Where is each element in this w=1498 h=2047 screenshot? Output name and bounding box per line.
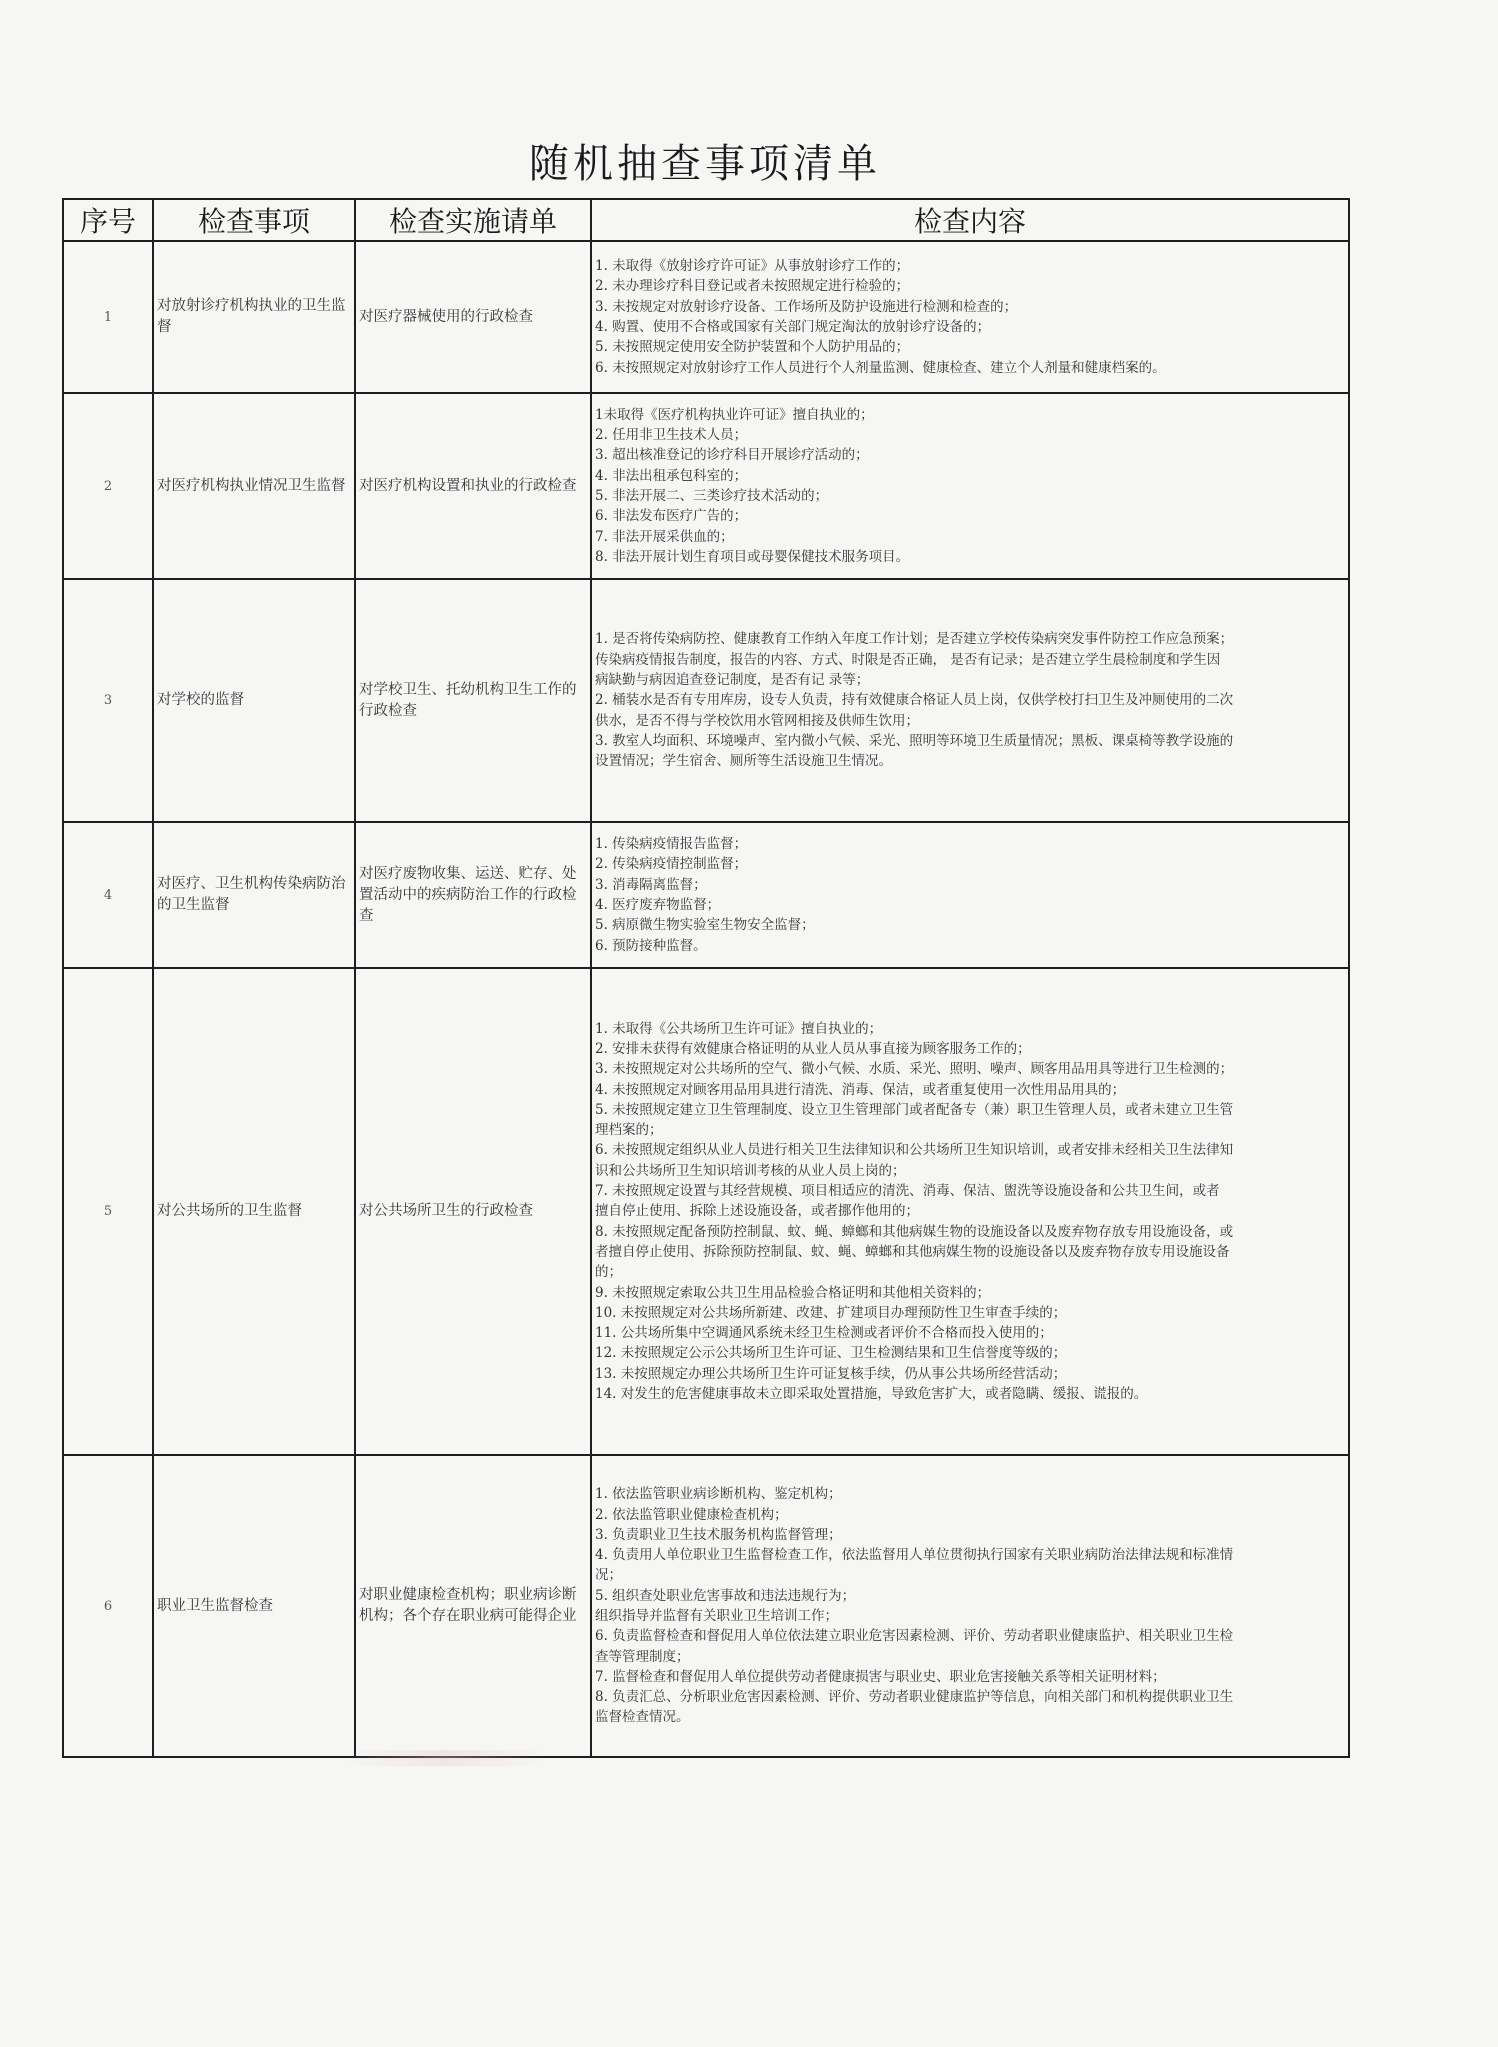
content-line: 1. 未取得《公共场所卫生许可证》擅自执业的； bbox=[595, 1020, 883, 1037]
table-row bbox=[63, 822, 1349, 968]
content-line: 2. 未办理诊疗科目登记或者未按照规定进行检验的； bbox=[595, 278, 910, 295]
content-line: 6. 负责监督检查和督促用人单位依法建立职业危害因素检测、评价、劳动者职业健康监护、相关职业卫生检 bbox=[595, 1628, 1234, 1645]
inspection-item: 职业卫生监督检查 bbox=[153, 1455, 355, 1757]
table-row bbox=[63, 968, 1349, 1455]
content-line: 2. 任用非卫生技术人员； bbox=[595, 427, 748, 444]
row-number: 1 bbox=[63, 241, 153, 393]
content-line: 5. 未按照规定建立卫生管理制度、设立卫生管理部门或者配备专（兼）职卫生管理人员，或者未建立卫生管 bbox=[595, 1101, 1234, 1118]
content-line: 2. 传染病疫情控制监督； bbox=[595, 856, 748, 873]
content-line: 3. 消毒隔离监督； bbox=[595, 876, 707, 893]
content-line: 识和公共场所卫生知识培训考核的从业人员上岗的； bbox=[595, 1162, 906, 1179]
content-line: 6. 未按照规定组织从业人员进行相关卫生法律知识和公共场所卫生知识培训，或者安排未经相关卫生法律知 bbox=[595, 1142, 1234, 1159]
row-number: 2 bbox=[63, 393, 153, 579]
content-line: 9. 未按照规定索取公共卫生用品检验合格证明和其他相关资料的； bbox=[595, 1284, 991, 1301]
content-line: 11. 公共场所集中空调通风系统未经卫生检测或者评价不合格而投入使用的； bbox=[595, 1325, 1053, 1342]
content-line: 2. 依法监管职业健康检查机构； bbox=[595, 1506, 788, 1523]
content-line: 10. 未按照规定对公共场所新建、改建、扩建项目办理预防性卫生审查手续的； bbox=[595, 1304, 1067, 1321]
implementation-list: 对公共场所卫生的行政检查 bbox=[355, 968, 591, 1455]
content-line: 4. 非法出租承包科室的； bbox=[595, 467, 748, 484]
content-line: 1. 未取得《放射诊疗许可证》从事放射诊疗工作的； bbox=[595, 258, 910, 275]
content-line: 理档案的； bbox=[595, 1122, 663, 1139]
implementation-list: 对学校卫生、托幼机构卫生工作的行政检查 bbox=[355, 579, 591, 822]
faint-stamp-mark bbox=[345, 1750, 545, 1766]
header-impl: 检查实施请单 bbox=[355, 199, 591, 241]
inspection-item: 对医疗机构执业情况卫生监督 bbox=[153, 393, 355, 579]
content-line: 组织指导并监督有关职业卫生培训工作； bbox=[595, 1608, 838, 1624]
content-line: 况； bbox=[595, 1567, 622, 1584]
content-line: 3. 教室人均面积、环境噪声、室内微小气候、采光、照明等环境卫生质量情况；黑板、课桌椅等教学设施的 bbox=[595, 732, 1234, 749]
implementation-list: 对职业健康检查机构；职业病诊断机构；各个存在职业病可能得企业 bbox=[355, 1455, 591, 1757]
header-item: 检查事项 bbox=[153, 199, 355, 241]
content-line: 1. 传染病疫情报告监督； bbox=[595, 836, 748, 853]
content-line: 4. 未按照规定对顾客用品用具进行清洗、消毒、保洁，或者重复使用一次性用品用具的； bbox=[595, 1081, 1126, 1098]
implementation-list: 对医疗废物收集、运送、贮存、处置活动中的疾病防治工作的行政检查 bbox=[355, 822, 591, 968]
row-number: 5 bbox=[63, 968, 153, 1455]
content-line: 传染病疫情报告制度，报告的内容、方式、时限是否正确， 是否有记录；是否建立学生晨检制度和学生因 bbox=[595, 651, 1221, 668]
content-line: 3. 未按照规定对公共场所的空气、微小气候、水质、采光、照明、噪声、顾客用品用具等进行卫生检测的； bbox=[595, 1061, 1234, 1078]
inspection-content bbox=[591, 579, 1349, 822]
table-row bbox=[63, 241, 1349, 393]
inspection-content bbox=[591, 393, 1349, 579]
content-line: 擅自停止使用、拆除上述设施设备，或者挪作他用的； bbox=[595, 1203, 919, 1220]
content-line: 5. 组织查处职业危害事故和违法违规行为； bbox=[595, 1587, 856, 1604]
content-line: 1未取得《医疗机构执业许可证》擅自执业的； bbox=[595, 406, 874, 423]
content-line: 2. 安排未获得有效健康合格证明的从业人员从事直接为顾客服务工作的； bbox=[595, 1040, 1031, 1057]
content-line: 的； bbox=[595, 1264, 622, 1281]
content-line: 监督检查情况。 bbox=[595, 1709, 690, 1726]
inspection-table bbox=[62, 198, 1350, 1758]
implementation-list: 对医疗机构设置和执业的行政检查 bbox=[355, 393, 591, 579]
content-line: 7. 未按照规定设置与其经营规模、项目相适应的清洗、消毒、保洁、盥洗等设施设备和公共卫生间，或者 bbox=[595, 1183, 1220, 1200]
table-row bbox=[63, 1455, 1349, 1757]
content-line: 12. 未按照规定公示公共场所卫生许可证、卫生检测结果和卫生信誉度等级的； bbox=[595, 1345, 1067, 1362]
content-line: 供水，是否不得与学校饮用水管网相接及供师生饮用； bbox=[595, 712, 919, 729]
content-line: 5. 病原微生物实验室生物安全监督； bbox=[595, 917, 815, 934]
row-number: 6 bbox=[63, 1455, 153, 1757]
content-line: 者擅自停止使用、拆除预防控制鼠、蚊、蝇、蟑螂和其他病媒生物的设施设备以及废弃物存放专用设施设备 bbox=[595, 1243, 1230, 1260]
inspection-content bbox=[591, 968, 1349, 1455]
content-line: 1. 是否将传染病防控、健康教育工作纳入年度工作计划；是否建立学校传染病突发事件防控工作应急预案； bbox=[595, 631, 1234, 648]
inspection-item: 对公共场所的卫生监督 bbox=[153, 968, 355, 1455]
content-line: 5. 非法开展二、三类诊疗技术活动的； bbox=[595, 488, 829, 504]
content-line: 3. 未按规定对放射诊疗设备、工作场所及防护设施进行检测和检查的； bbox=[595, 298, 1018, 315]
row-number: 3 bbox=[63, 579, 153, 822]
inspection-item: 对学校的监督 bbox=[153, 579, 355, 822]
content-line: 7. 非法开展采供血的； bbox=[595, 528, 734, 545]
content-line: 14. 对发生的危害健康事故未立即采取处置措施，导致危害扩大，或者隐瞒、缓报、谎报的。 bbox=[595, 1386, 1148, 1403]
content-line: 6. 非法发布医疗广告的； bbox=[595, 508, 748, 525]
content-line: 2. 桶装水是否有专用库房，设专人负责，持有效健康合格证人员上岗，仅供学校打扫卫生及冲厕使用的二次 bbox=[595, 692, 1234, 709]
header-no: 序号 bbox=[63, 199, 153, 241]
table-header-row bbox=[63, 199, 1349, 241]
content-line: 设置情况；学生宿舍、厕所等生活设施卫生情况。 bbox=[595, 753, 892, 770]
content-line: 5. 未按照规定使用安全防护装置和个人防护用品的； bbox=[595, 339, 910, 356]
content-line: 查等管理制度； bbox=[595, 1648, 690, 1665]
inspection-item: 对放射诊疗机构执业的卫生监督 bbox=[153, 241, 355, 393]
content-line: 6. 预防接种监督。 bbox=[595, 937, 707, 954]
inspection-content bbox=[591, 1455, 1349, 1757]
content-line: 4. 医疗废弃物监督； bbox=[595, 897, 721, 913]
table-row bbox=[63, 393, 1349, 579]
row-number: 4 bbox=[63, 822, 153, 968]
content-line: 病缺勤与病因追查登记制度，是否有记 录等； bbox=[595, 672, 870, 689]
header-content: 检查内容 bbox=[591, 199, 1349, 241]
table-row bbox=[63, 579, 1349, 822]
content-line: 1. 依法监管职业病诊断机构、鉴定机构； bbox=[595, 1486, 842, 1503]
implementation-list: 对医疗器械使用的行政检查 bbox=[355, 241, 591, 393]
inspection-content bbox=[591, 241, 1349, 393]
content-line: 6. 未按照规定对放射诊疗工作人员进行个人剂量监测、健康检查、建立个人剂量和健康档案的。 bbox=[595, 359, 1166, 376]
inspection-item: 对医疗、卫生机构传染病防治的卫生监督 bbox=[153, 822, 355, 968]
content-line: 8. 未按照规定配备预防控制鼠、蚊、蝇、蟑螂和其他病媒生物的设施设备以及废弃物存放专用设施设备，或 bbox=[595, 1223, 1234, 1240]
content-line: 3. 超出核准登记的诊疗科目开展诊疗活动的； bbox=[595, 447, 869, 464]
content-line: 7. 监督检查和督促用人单位提供劳动者健康损害与职业史、职业危害接触关系等相关证明材料； bbox=[595, 1668, 1166, 1685]
content-line: 4. 负责用人单位职业卫生监督检查工作，依法监督用人单位贯彻执行国家有关职业病防治法律法规和标准情 bbox=[595, 1547, 1234, 1564]
content-line: 4. 购置、使用不合格或国家有关部门规定淘汰的放射诊疗设备的； bbox=[595, 319, 991, 335]
content-line: 8. 负责汇总、分析职业危害因素检测、评价、劳动者职业健康监护等信息，向相关部门和机构提供职业卫生 bbox=[595, 1689, 1234, 1706]
inspection-content bbox=[591, 822, 1349, 968]
page-title: 随机抽查事项清单 bbox=[529, 141, 881, 187]
content-line: 3. 负责职业卫生技术服务机构监督管理； bbox=[595, 1526, 842, 1543]
content-line: 8. 非法开展计划生育项目或母婴保健技术服务项目。 bbox=[595, 548, 910, 565]
content-line: 13. 未按照规定办理公共场所卫生许可证复核手续，仍从事公共场所经营活动； bbox=[595, 1365, 1067, 1382]
